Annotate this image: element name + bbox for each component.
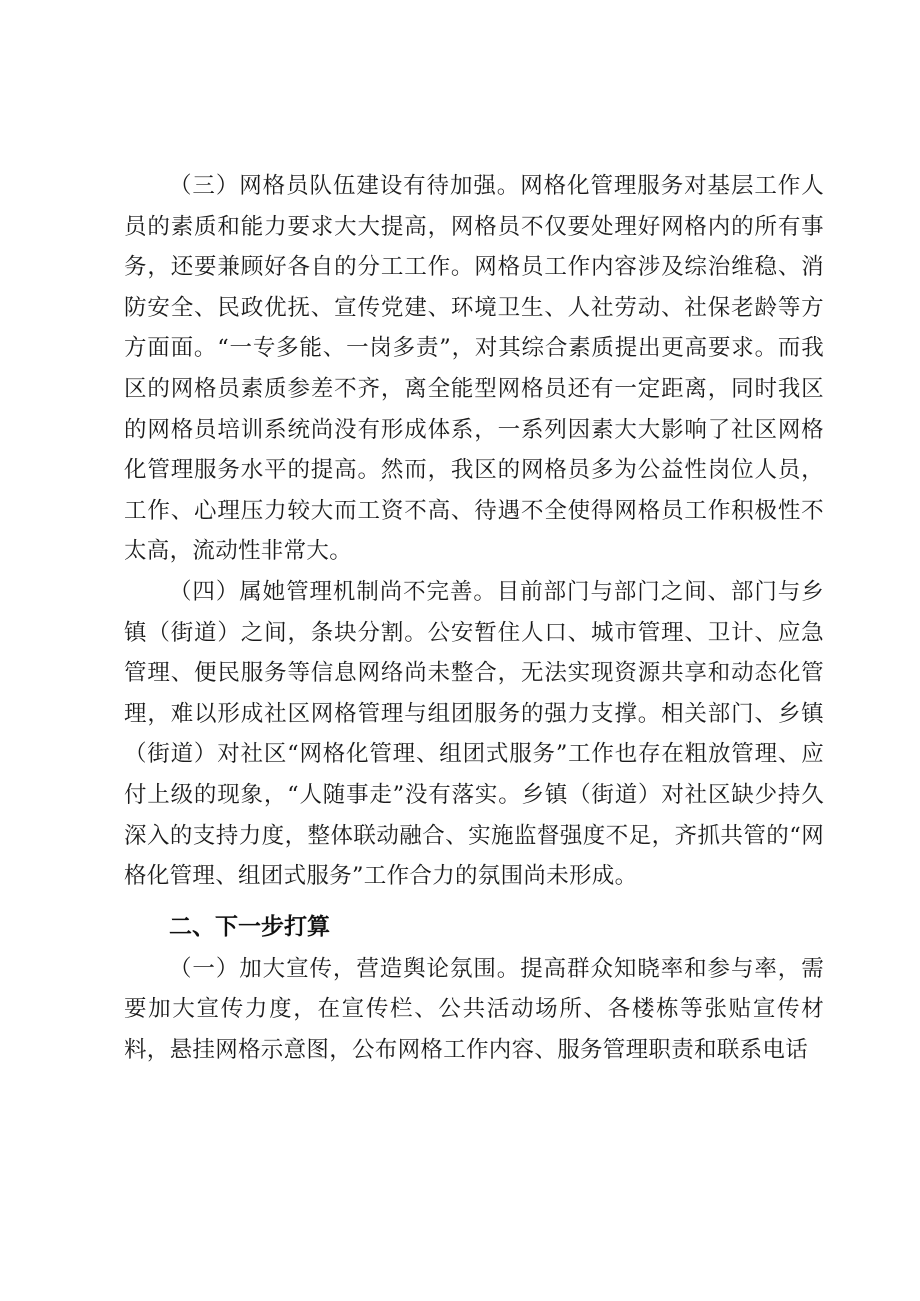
section-heading-next-steps: 二、下一步打算 <box>169 913 330 940</box>
paragraph-management-mechanism: （四）属她管理机制尚不完善。目前部门与部门之间、部门与乡镇（街道）之间，条块分割。公安暂住人口、城市管理、卫计、应急管理、便民服务等信息网络尚未整合，无法实现资源共享和动态化管理，难以形成社区网格管理与组团服务的强力支撑。相关部门、乡镇（街道）对社区“网格化管理、组团式服务”工作也存在粗放管理、应付上级的现象，“人随事走”没有落实。乡镇（街道）对社区缺少持久深入的支持力度，整体联动融合、实施监督强度不足，齐抓共管的“网格化管理、组团式服务”工作合力的氛围尚未形成。 <box>124 578 824 890</box>
document-page <box>124 166 824 1070</box>
paragraph-team-building: （三）网格员队伍建设有待加强。网格化管理服务对基层工作人员的素质和能力要求大大提高，网格员不仅要处理好网格内的所有事务，还要兼顾好各自的分工工作。网格员工作内容涉及综治维稳、消防安全、民政优抚、宣传党建、环境卫生、人社劳动、社保老龄等方方面面。“一专多能、一岗多责”，对其综合素质提出更高要求。而我区的网格员素质参差不齐，离全能型网格员还有一定距离，同时我区的网格员培训系统尚没有形成体系，一系列因素大大影响了社区网格化管理服务水平的提高。然而，我区的网格员多为公益性岗位人员，工作、心理压力较大而工资不高、待遇不全使得网格员工作积极性不太高，流动性非常大。 <box>124 173 824 565</box>
paragraph-publicity: （一）加大宣传，营造舆论氛围。提高群众知晓率和参与率，需要加大宣传力度，在宣传栏、公共活动场所、各楼栋等张贴宣传材料，悬挂网格示意图，公布网格工作内容、服务管理职责和联系电话 <box>124 955 824 1063</box>
